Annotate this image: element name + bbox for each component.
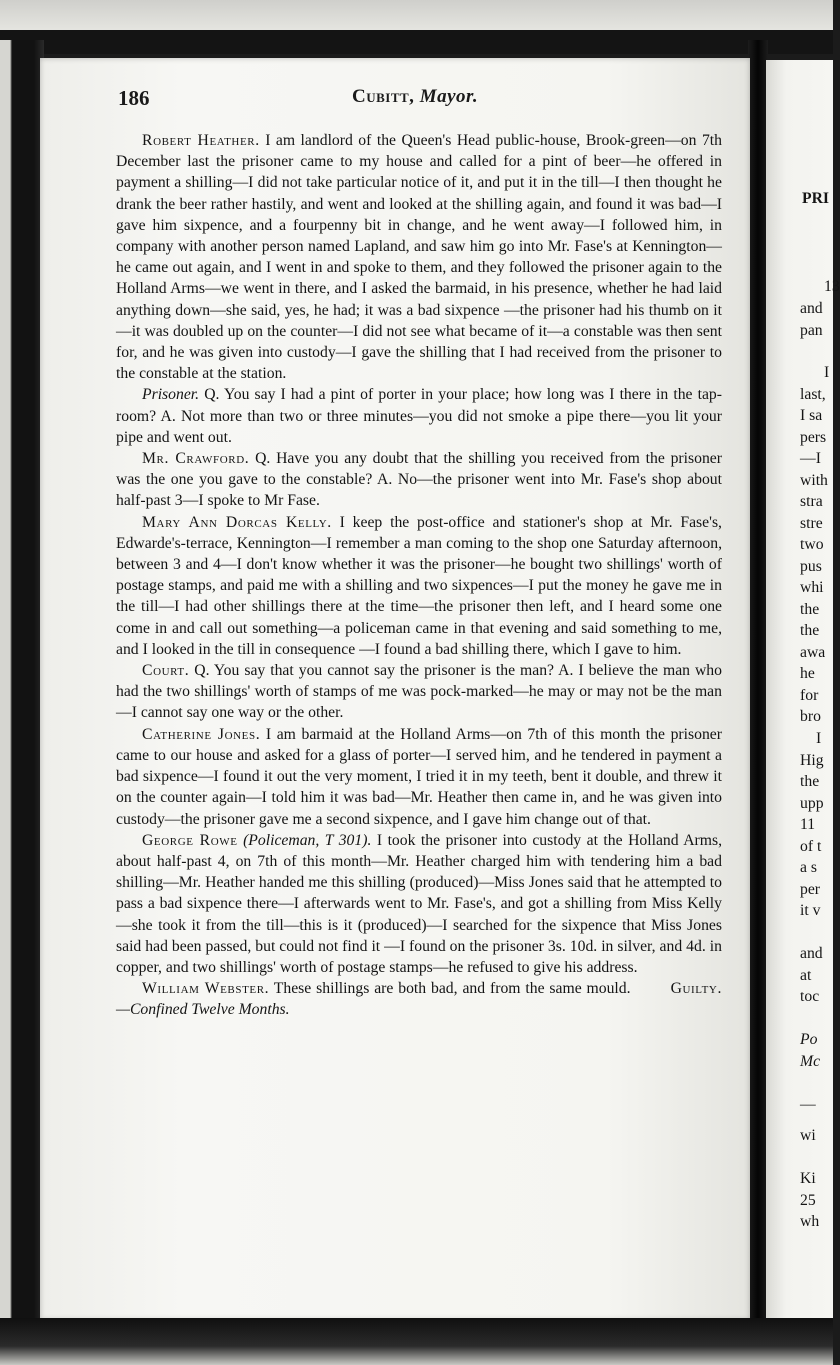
page-number: 186 bbox=[118, 86, 150, 110]
facing-page-fragment: per bbox=[800, 881, 821, 898]
testimony-body: These shillings are both bad, and from the same mould. bbox=[269, 980, 631, 998]
testimony-paragraph bbox=[116, 724, 722, 830]
scanner-bottom-shadow bbox=[0, 1318, 833, 1365]
facing-page-fragment: stra bbox=[800, 493, 823, 510]
testimony-body: Q. You say that you cannot say the prisoner is the man? A. I believe the man who had the two shillings' worth of stamps of me was pock-marked—he may or may not be the man—I cannot say one way or the other. bbox=[116, 662, 722, 722]
facing-page-fragment: I bbox=[824, 364, 830, 381]
facing-page-fragment: toc bbox=[800, 988, 820, 1005]
testimony-text bbox=[116, 130, 722, 1021]
testimony-body: I keep the post-office and stationer's shop at Mr. Fase's, Edwarde's-terrace, Kennington—I remember a man coming to the shop one Saturday afternoon, between 3 and 4—I don't know whether it was the prisoner—he bought two shillings' worth of postage stamps, and paid me with a shilling and two sixpences—I put the money he gave me in the till—I had other shillings there at the time—the prisoner then left, and I heard some one come in and call out something—a policeman came in that evening and said something to me, and I looked in the till in consequence —I found a bad shilling there, which I gave to him. bbox=[116, 513, 722, 658]
testimony-body: I am landlord of the Queen's Head public-house, Brook-green—on 7th December last the prisoner came to my house and called for a pint of beer—he offered in payment a shilling—I did not take particular notice of it, and put it in the till—I then thought he drank the beer rather hastily, and went and looked at the shilling again, and found it was bad—I gave him sixpence, and a fourpenny bit in change, and he went away—I followed him, in company with another person named Lapland, and saw him go into Mr. Fase's at Kennington—he came out again, and I went in and spoke to them, and they followed the prisoner again to the Holland Arms—we went in there, and I asked the barmaid, in his presence, whether he had laid anything down—she said, yes, he had; it was a bad sixpence —the prisoner had his thumb on it—it was doubled up on the counter—I did not see what became of it—a constable was then sent for, and he was given into custody—I gave the shilling that I had received from the prisoner to the constable at the station. bbox=[116, 132, 722, 383]
facing-page-fragment: Po bbox=[800, 1031, 818, 1048]
testimony-paragraph bbox=[116, 512, 722, 660]
facing-page-fragment: last, bbox=[800, 386, 826, 403]
speaker-name: George Rowe bbox=[142, 831, 238, 849]
running-title bbox=[352, 86, 478, 108]
facing-page-fragment: bro bbox=[800, 708, 821, 725]
testimony-paragraph bbox=[116, 384, 722, 448]
facing-page-fragment: of t bbox=[800, 838, 822, 855]
testimony-paragraph bbox=[116, 978, 722, 1020]
facing-page-fragment: awa bbox=[800, 644, 826, 661]
speaker-name: Mary Ann Dorcas Kelly. bbox=[142, 513, 332, 531]
testimony-paragraph bbox=[116, 448, 722, 512]
facing-page-edge bbox=[766, 60, 840, 1322]
facing-page-fragment: wh bbox=[800, 1213, 820, 1230]
testimony-paragraph bbox=[116, 130, 722, 384]
speaker-note: (Policeman, T 301). bbox=[243, 831, 372, 849]
running-head bbox=[118, 86, 718, 116]
speaker-name: Prisoner. bbox=[142, 386, 200, 404]
facing-page-fragment: PRI bbox=[802, 190, 830, 207]
facing-page-fragment: it v bbox=[800, 902, 821, 919]
facing-page-fragment: and bbox=[800, 945, 823, 962]
testimony-body: Q. You say I had a pint of porter in your place; how long was I there in the tap-room? A. Not more than two or three minutes—you did not smoke a pipe there—you lit your pipe and went out. bbox=[116, 386, 722, 446]
facing-page-fragment: the bbox=[800, 773, 820, 790]
facing-page-fragment: and bbox=[800, 300, 823, 317]
book-page bbox=[40, 58, 750, 1320]
running-title-name: Cubitt, bbox=[352, 86, 415, 107]
facing-page-fragment: 25 bbox=[800, 1192, 816, 1209]
book-gutter bbox=[748, 40, 768, 1340]
facing-page-fragment: —I bbox=[800, 450, 821, 467]
facing-page-fragment: the bbox=[800, 622, 820, 639]
facing-page-fragment: two bbox=[800, 536, 824, 553]
testimony-body: Q. Have you any doubt that the shilling you received from the prisoner was the one you gave to the constable? A. No—the prisoner went into Mr. Fase's shop about half-past 3—I spoke to Mr Fase. bbox=[116, 450, 722, 510]
speaker-name: William Webster. bbox=[142, 980, 270, 998]
facing-page-fragment: wi bbox=[800, 1127, 816, 1144]
facing-page-fragment: for bbox=[800, 687, 819, 704]
speaker-name: Catherine Jones. bbox=[142, 725, 261, 743]
facing-page-fragment: he bbox=[800, 665, 815, 682]
facing-page-fragment: a s bbox=[800, 859, 817, 876]
scanner-top-shadow bbox=[0, 30, 833, 54]
verdict-sentence: —Confined Twelve Months. bbox=[116, 1001, 290, 1019]
verdict-label: Guilty. bbox=[670, 980, 722, 998]
facing-page-fragment: Mc bbox=[800, 1053, 821, 1070]
facing-page-fragment: pers bbox=[800, 429, 827, 446]
facing-page-fragment: Ki bbox=[800, 1170, 816, 1187]
scanner-left-shadow bbox=[0, 40, 44, 1330]
facing-page-fragment: pan bbox=[800, 322, 823, 339]
facing-page-fragment: 13 bbox=[824, 278, 840, 295]
facing-page-fragment: the bbox=[800, 601, 820, 618]
running-title-office: Mayor. bbox=[419, 86, 479, 107]
facing-page-fragment: — bbox=[800, 1096, 816, 1113]
facing-page-fragment: stre bbox=[800, 515, 823, 532]
facing-page-fragment: upp bbox=[800, 795, 824, 812]
testimony-paragraph bbox=[116, 830, 722, 978]
facing-page-fragment: I sa bbox=[800, 407, 823, 424]
facing-page-fragment: Hig bbox=[800, 752, 824, 769]
speaker-name: Robert Heather. bbox=[142, 132, 260, 149]
facing-page-fragment: I bbox=[816, 730, 822, 747]
facing-page-fragment: pus bbox=[800, 558, 822, 575]
facing-page-fragment: whi bbox=[800, 579, 824, 596]
facing-page-fragment: 11 bbox=[800, 816, 816, 833]
facing-page-fragment: with bbox=[800, 472, 828, 489]
testimony-paragraph bbox=[116, 660, 722, 724]
testimony-body: I am barmaid at the Holland Arms—on 7th of this month the prisoner came to our house and asked for a glass of porter—I served him, and he tendered in payment a bad sixpence—I found it out the very moment, I tried it in my teeth, bent it double, and threw it on the counter again—I told him it was bad—Mr. Heather then came in, and he was given into custody—the prisoner gave me a second sixpence, and I gave him change out of that. bbox=[116, 725, 722, 828]
speaker-name: Mr. Crawford. bbox=[142, 450, 250, 468]
testimony-body: I took the prisoner into custody at the Holland Arms, about half-past 4, on 7th of this month—Mr. Heather charged him with tendering him a bad shilling—Mr. Heather handed me this shilling (produced)—Miss Jones said that he attempted to pass a bad sixpence there—I afterwards went to Mr. Fase's, and got a shilling from Miss Kelly—she took it from the till—this is it (produced)—I searched for the sixpence that Miss Jones said had been passed, but could not find it —I found on the prisoner 3s. 10d. in silver, and 4d. in copper, and two shillings' worth of postage stamps—he refused to give his address. bbox=[116, 831, 723, 976]
facing-page-fragment: at bbox=[800, 967, 812, 984]
speaker-name: Court. bbox=[142, 662, 190, 680]
